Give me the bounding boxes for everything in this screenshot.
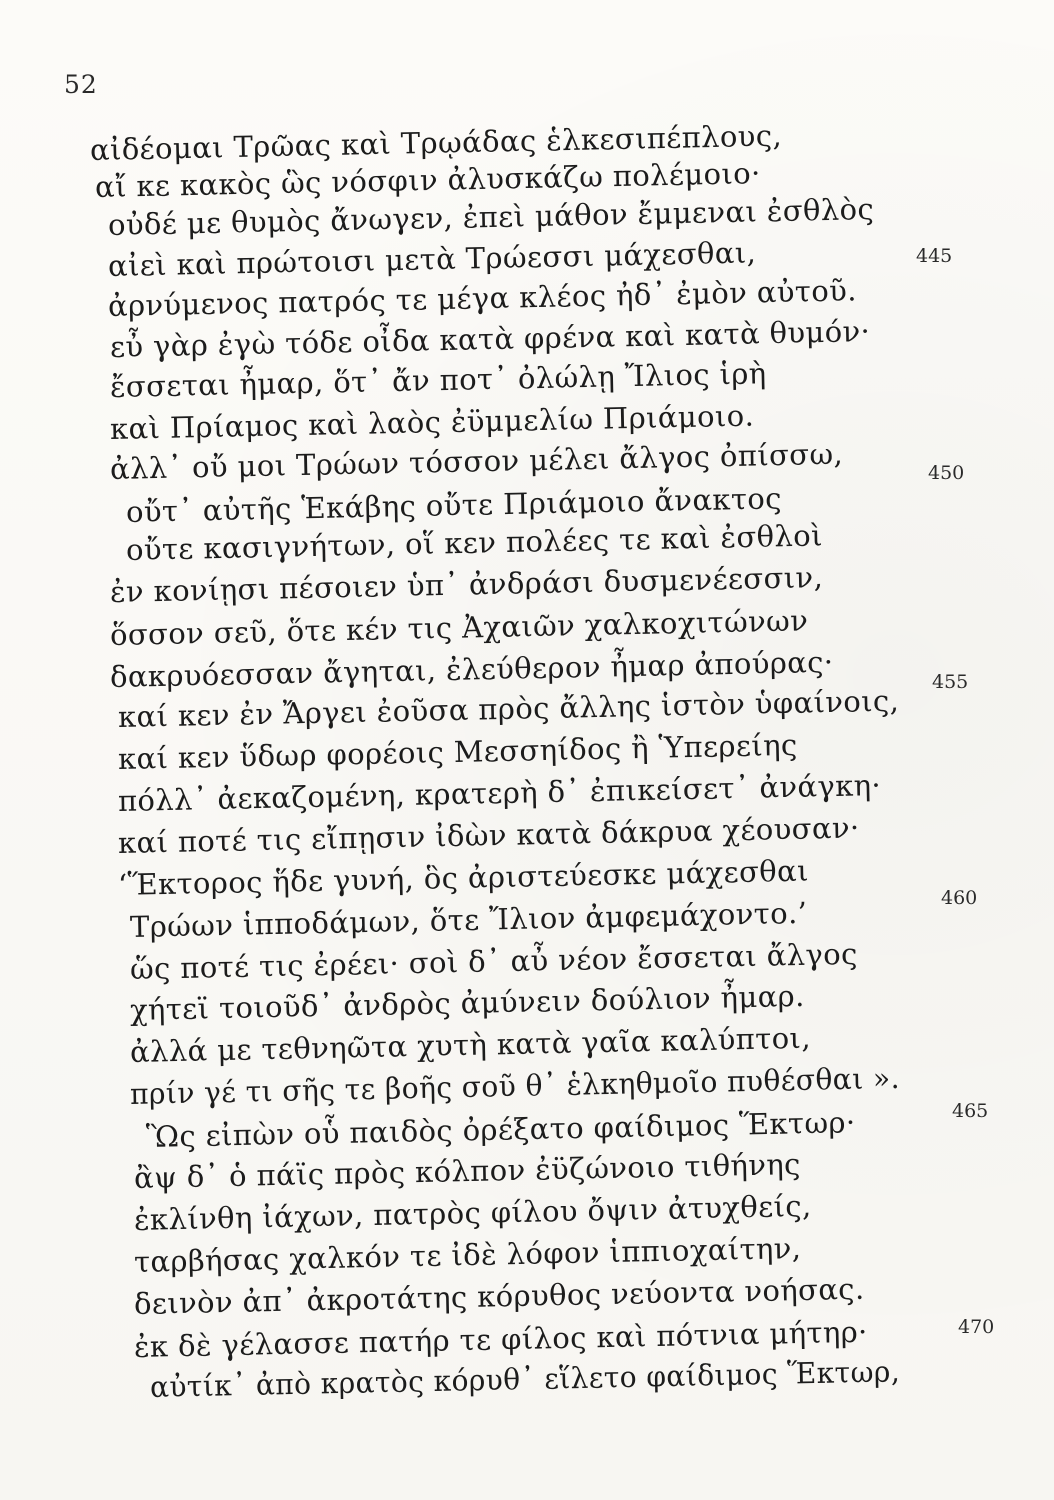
verse-line: ὅσσον σεῦ, ὅτε κέν τις Ἀχαιῶν χαλκοχιτώνων — [109, 603, 809, 652]
line-number: 470 — [958, 1316, 995, 1338]
verse-line: ἐκ δὲ γέλασσε πατήρ τε φίλος καὶ πότνια μήτηρ· — [133, 1314, 869, 1364]
verse-line: πόλλ᾽ ἀεκαζομένη, κρατερὴ δ᾽ ἐπικείσετ᾽ ἀνάγκη· — [117, 768, 882, 818]
verse-line: ταρβήσας χαλκόν τε ἰδὲ λόφον ἱππιοχαίτην, — [133, 1231, 802, 1279]
verse-line: ἀλλ᾽ οὔ μοι Τρώων τόσσον μέλει ἄλγος ὀπίσσω, — [109, 436, 844, 486]
verse-line: πρίν γέ τι σῆς τε βοῆς σοῦ θ᾽ ἑλκηθμοῖο πυθέσθαι ». — [129, 1060, 901, 1111]
verse-line: οὐδέ με θυμὸς ἄνωγεν, ἐπεὶ μάθον ἔμμεναι ἐσθλὸς — [107, 191, 875, 242]
verse-line: αἴ κε κακὸς ὣς νόσφιν ἀλυσκάζω πολέμοιο· — [94, 156, 761, 204]
verse-line: ἐκλίνθη ἰάχων, πατρὸς φίλου ὄψιν ἀτυχθείς, — [133, 1188, 812, 1237]
verse-line: εὖ γὰρ ἐγὼ τόδε οἶδα κατὰ φρένα καὶ κατὰ θυμόν· — [109, 314, 871, 364]
verse-line: ἐν κονίῃσι πέσοιεν ὑπ᾽ ἀνδράσι δυσμενέεσσιν, — [109, 560, 824, 609]
verse-line: καί κεν ἐν Ἄργει ἐοῦσα πρὸς ἄλλης ἱστὸν ὑφαίνοις, — [117, 683, 900, 734]
verse-line: χήτεϊ τοιοῦδ᾽ ἀνδρὸς ἀμύνειν δούλιον ἦμαρ. — [129, 978, 806, 1027]
line-number: 450 — [928, 462, 965, 484]
verse-line: δακρυόεσσαν ἄγηται, ἐλεύθερον ἦμαρ ἀπούρας· — [109, 644, 834, 694]
verse-line: αἰεὶ καὶ πρώτοισι μετὰ Τρώεσσι μάχεσθαι, — [107, 235, 757, 283]
verse-line: οὔτε κασιγνήτων, οἵ κεν πολέες τε καὶ ἐσθλοὶ — [125, 518, 824, 567]
verse-line: Τρώων ἱπποδάμων, ὅτε Ἴλιον ἀμφεμάχοντο.’ — [129, 895, 808, 944]
verse-line: ἂψ δ᾽ ὁ πάϊς πρὸς κόλπον ἐϋζώνοιο τιθήνης — [133, 1147, 802, 1195]
line-number: 455 — [932, 671, 969, 693]
line-number: 465 — [952, 1100, 989, 1122]
verse-line: ἀλλά με τεθνηῶτα χυτὴ κατὰ γαῖα καλύπτοι, — [129, 1020, 812, 1069]
page-number: 52 — [64, 70, 98, 99]
line-number: 460 — [941, 887, 978, 909]
verse-line: ἀρνύμενος πατρός τε μέγα κλέος ἠδ᾽ ἐμὸν αὐτοῦ. — [107, 273, 858, 323]
verse-line: ἔσσεται ἦμαρ, ὅτ᾽ ἄν ποτ᾽ ὀλώλῃ Ἴλιος ἱρὴ — [109, 356, 767, 404]
verse-line: οὔτ᾽ αὐτῆς Ἑκάβης οὔτε Πριάμοιο ἄνακτος — [125, 481, 783, 529]
verse-line: δεινὸν ἀπ᾽ ἀκροτάτης κόρυθος νεύοντα νοήσας. — [133, 1271, 865, 1321]
line-number: 445 — [916, 245, 953, 267]
verse-line: καί ποτέ τις εἴπῃσιν ἰδὼν κατὰ δάκρυα χέουσαν· — [117, 810, 860, 860]
verse-line: ὥς ποτέ τις ἐρέει· σοὶ δ᾽ αὖ νέον ἔσσεται ἄλγος — [129, 936, 859, 986]
verse-line: καί κεν ὕδωρ φορέοις Μεσσηίδος ἢ Ὑπερείης — [117, 727, 798, 776]
verse-line: Ὣς εἰπὼν οὗ παιδὸς ὀρέξατο φαίδιμος Ἕκτωρ· — [145, 1105, 856, 1154]
verse-line: αἰδέομαι Τρῶας καὶ Τρῳάδας ἑλκεσιπέπλους, — [89, 118, 783, 167]
verse-line: αὐτίκ᾽ ἀπὸ κρατὸς κόρυθ᾽ εἵλετο φαίδιμος Ἕκτωρ, — [149, 1354, 901, 1404]
verse-line: ‘Ἕκτορος ἥδε γυνή, ὃς ἀριστεύεσκε μάχεσθαι — [117, 853, 810, 902]
verse-line: καὶ Πρίαμος καὶ λαὸς ἐϋμμελίω Πριάμοιο. — [109, 398, 755, 446]
